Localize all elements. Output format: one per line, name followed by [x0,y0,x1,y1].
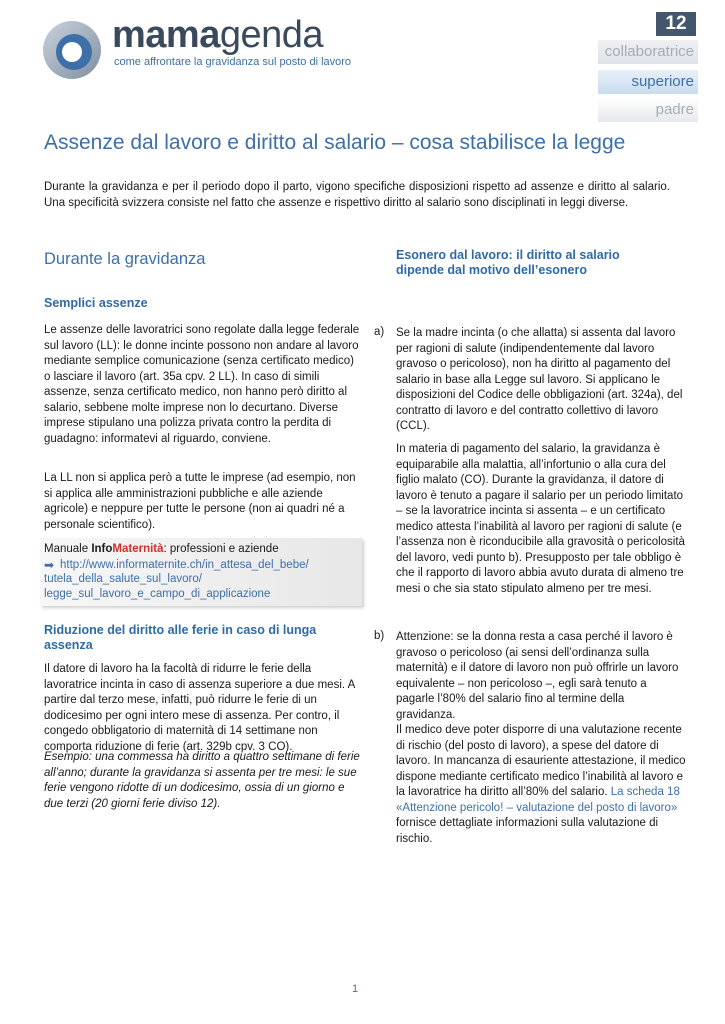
info-box-title: Manuale InfoMaternità: professioni e aziende [44,543,279,555]
link-informaternite-2[interactable]: tutela_della_salute_sul_lavoro/ [44,573,202,585]
subheading-riduzione-ferie: Riduzione del diritto alle ferie in caso di lunga assenza [44,623,317,652]
intro-paragraph: Durante la gravidanza e per il periodo dopo il parto, vigono specifiche disposizioni rispetto ad assenze e diritto al salario. Una specificità svizzera consiste nel fatto che assenze e rispettivo diritto al salario sono disciplinati in leggi diverse. [44,181,670,209]
list-marker-a: a) [374,326,385,338]
tagline: come affrontare la gravidanza sul posto di lavoro [114,56,352,68]
brand-name: mamagenda [112,14,324,56]
mamagenda-logo-icon [42,20,102,80]
subheading-esonero: Esonero dal lavoro: il diritto al salario dipende dal motivo dell’esonero [396,248,620,277]
paragraph-b-2: Il medico deve poter disporre di una valutazione recente di rischio (del posto di lavoro), a spese del datore di lavoro. In mancanza di esauriente attestazione, il medico dispone mediante certificato medico l’inabilità al lavoro e la lavoratrice ha diritto all’80% del salario. La scheda 18 «Attenzione pericolo! – valutazione del posto di lavoro» fornisce dettagliate informazioni sulla valutazione di rischio. [396,724,686,845]
paragraph-a-1: Se la madre incinta (o che allatta) si assenta dal lavoro per ragioni di salute (indipendentemente dal lavoro gravoso o pericoloso), non ha diritto al pagamento del salario in base alla Legge sul lavoro. Si applicano le disposizioni del Codice delle obbligazioni (art. 324a), del contratto di lavoro e del contratto collettivo di lavoro (CCL). [396,327,683,432]
link-scheda-18[interactable]: La scheda 18 «Attenzione pericolo! – valutazione del posto di lavoro» [396,786,680,814]
paragraph-b-1: Attenzione: se la donna resta a casa perché il lavoro è gravoso o pericoloso (ai sensi dell’ordinanza sulla maternità) e il datore di lavoro non può offrirle un lavoro equivalente – non pericoloso –, egli sarà tenuto a pagarle l’80% del salario fino al termine della gravidanza. [396,631,679,721]
paragraph-ferie: Il datore di lavoro ha la facoltà di ridurre le ferie della lavoratrice incinta in caso di assenza superiore a due mesi. A partire dal terzo mese, infatti, può ridurre le ferie di un dodicesimo per ogni intero mese di assenza. Per contro, il congedo obbligatorio di maternità di 14 settimane non comporta riduzione di ferie (art. 329b cpv. 3 CO). [44,663,355,753]
section-heading-gravidanza: Durante la gravidanza [44,250,206,268]
tab-superiore[interactable]: superiore [598,70,698,94]
list-marker-b: b) [374,630,385,642]
tab-collaboratrice[interactable]: collaboratrice [598,40,698,64]
page-title: Assenze dal lavoro e diritto al salario – cosa stabilisce la legge [44,131,626,154]
paragraph-assenze-2: La LL non si applica però a tutte le imprese (ad esempio, non si applica alle amministrazioni pubbliche e alle aziende agricole) e neppure per tutte le persone (non ai quadri né a personale scientifico). [44,472,356,531]
paragraph-b [396,630,686,847]
arrow-right-icon: ➡ [44,558,55,572]
footer-page-number: 1 [352,983,359,995]
paragraph-assenze-1: Le assenze delle lavoratrici sono regolate dalla legge federale sul lavoro (LL): le donne incinte possono non andare al lavoro mediante semplice comunicazione (senza certificato medico) o lasciare il lavoro (art. 35a cpv. 2 LL). In caso di simili assenze, senza certificato medico, non hanno però diritto al salario, sebbene molte imprese non lo decurtano. Diverse imprese stipulano una polizza privata contro la perdita di guadagno: informatevi al riguardo, conviene. [44,324,360,445]
paragraph-ferie-esempio: Esempio: una commessa ha diritto a quattro settimane di ferie all’anno; durante la gravidanza si assenta per tre mesi: le sue ferie vengono ridotte di un dodicesimo, ossia di un giorno e due terzi (20 giorni ferie diviso 12). [44,751,360,810]
tab-padre[interactable]: padre [598,98,698,122]
page-number-badge: 12 [656,12,696,36]
link-informaternite-3[interactable]: legge_sul_lavoro_e_campo_di_applicazione [44,588,271,600]
paragraph-a-2: In materia di pagamento del salario, la gravidanza è equiparabile alla malattia, all’infortunio o alla cura del figlio malato (CO). Durante la gravidanza, il datore di lavoro è tenuto a pagare il salario per un periodo limitato – se la lavoratrice incinta si assenta – e un certificato medico attesta l’inabilità al lavoro per ragioni di salute (e l’assenza non è riconducibile alla gravosità o pericolosità del lavoro, vedi punto b). Presupposto per tale obbligo è che il rapporto di lavoro abbia avuto durata di almeno tre mesi o che sia stato stipulato almeno per tre mesi. [396,443,685,595]
subheading-semplici-assenze: Semplici assenze [44,296,148,310]
link-informaternite-1[interactable]: http://www.informaternite.ch/in_attesa_del_bebe/ [60,559,309,571]
